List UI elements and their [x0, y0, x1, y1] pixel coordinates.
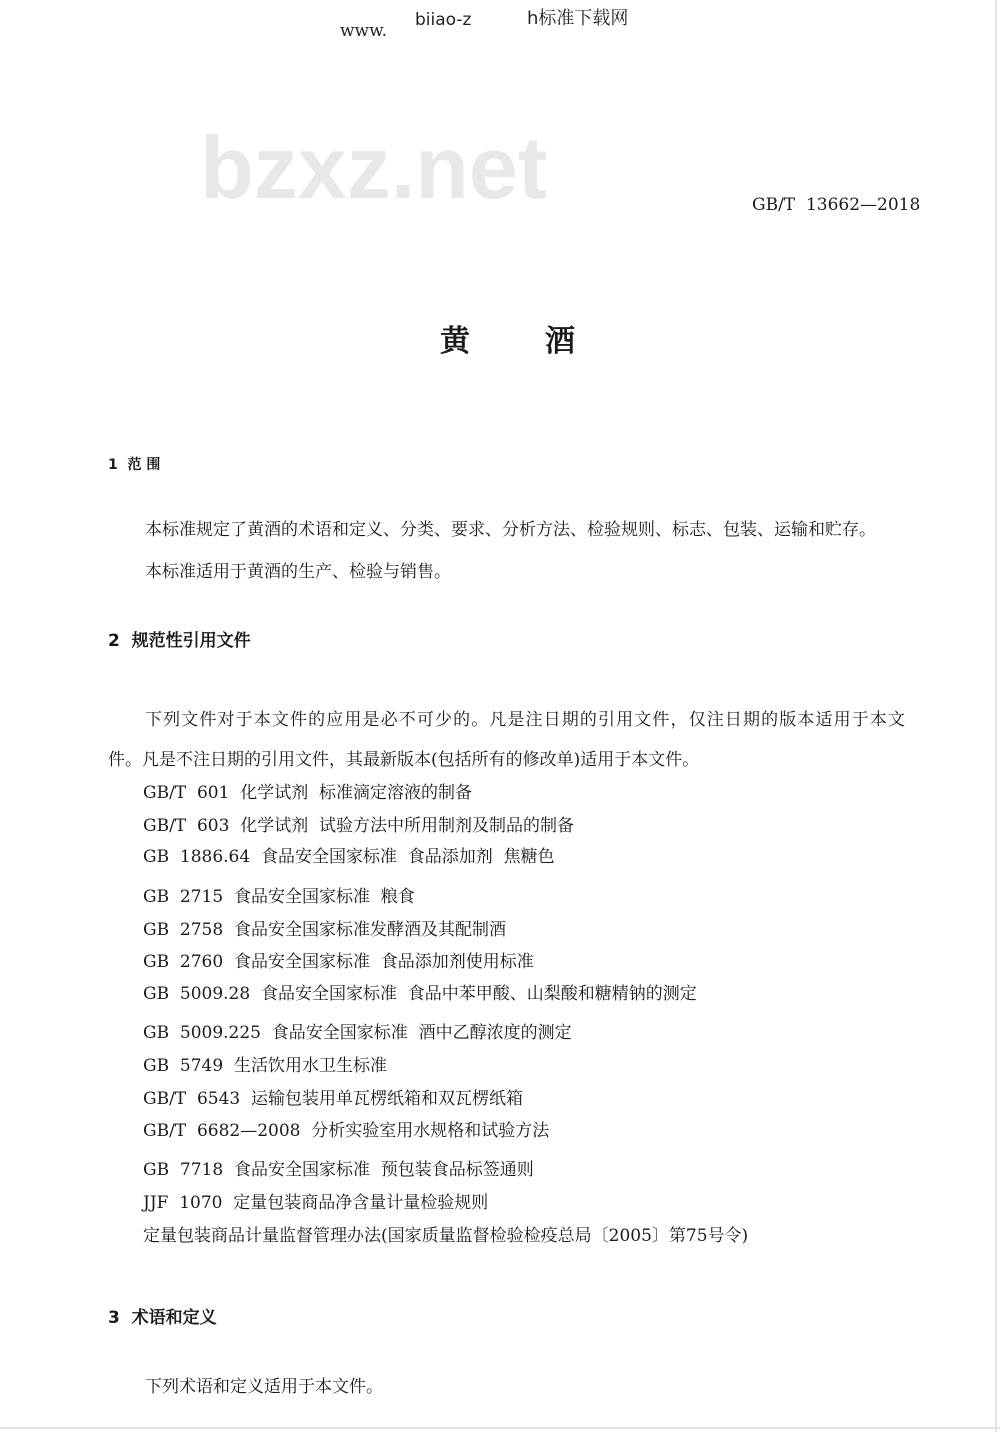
- section-1-paragraph-1: 本标准规定了黄酒的术语和定义、分类、要求、分析方法、检验规则、标志、包装、运输和贮存。: [145, 520, 876, 540]
- reference-item: JJF 1070 定量包装商品净含量计量检验规则: [143, 1193, 489, 1213]
- section-3-paragraph-1: 下列术语和定义适用于本文件。: [145, 1377, 383, 1397]
- section-2-intro-line-1: 下列文件对于本文件的应用是必不可少的。凡是注日期的引用文件，仅注日期的版本适用于本文: [145, 710, 905, 730]
- reference-item: GB 5009.225 食品安全国家标准 酒中乙醇浓度的测定: [143, 1023, 572, 1043]
- reference-item: GB 2715 食品安全国家标准 粮食: [143, 887, 415, 907]
- page-edge-right: [995, 0, 997, 1432]
- reference-item: GB 2760 食品安全国家标准 食品添加剂使用标准: [143, 952, 534, 972]
- reference-item: GB 2758 食品安全国家标准发酵酒及其配制酒: [143, 920, 506, 940]
- section-1-paragraph-2: 本标准适用于黄酒的生产、检验与销售。: [145, 562, 451, 582]
- reference-item: GB 5009.28 食品安全国家标准 食品中苯甲酸、山梨酸和糖精钠的测定: [143, 984, 697, 1004]
- section-3-heading: 3 术语和定义: [108, 1308, 217, 1328]
- watermark: bzxz.net: [200, 118, 548, 217]
- reference-item: GB/T 6543 运输包装用单瓦楞纸箱和双瓦楞纸箱: [143, 1089, 524, 1109]
- document-title-char-1: 黄: [440, 324, 470, 359]
- reference-item: GB 1886.64 食品安全国家标准 食品添加剂 焦糖色: [143, 847, 555, 867]
- reference-item: GB/T 601 化学试剂 标准滴定溶液的制备: [143, 783, 473, 803]
- page-edge-bottom: [0, 1427, 1000, 1429]
- reference-item: GB 5749 生活饮用水卫生标准: [143, 1056, 387, 1076]
- reference-item: GB/T 603 化学试剂 试验方法中所用制剂及制品的制备: [143, 816, 575, 836]
- header-site-mid: biiao-z: [415, 10, 472, 30]
- header-site-end: h标准下载网: [527, 8, 629, 29]
- reference-item: GB 7718 食品安全国家标准 预包装食品标签通则: [143, 1160, 534, 1180]
- standard-number: GB/T 13662—2018: [752, 195, 921, 215]
- reference-item: GB/T 6682—2008 分析实验室用水规格和试验方法: [143, 1121, 550, 1141]
- section-2-intro-line-2: 件。凡是不注日期的引用文件，其最新版本(包括所有的修改单)适用于本文件。: [108, 750, 700, 770]
- reference-item: 定量包装商品计量监督管理办法(国家质量监督检验检疫总局〔2005〕第75号令): [143, 1226, 749, 1246]
- section-1-heading: 1 范 围: [108, 457, 161, 473]
- header-www: www.: [340, 21, 388, 41]
- section-2-heading: 2 规范性引用文件: [108, 631, 251, 651]
- document-title-char-2: 酒: [545, 324, 575, 359]
